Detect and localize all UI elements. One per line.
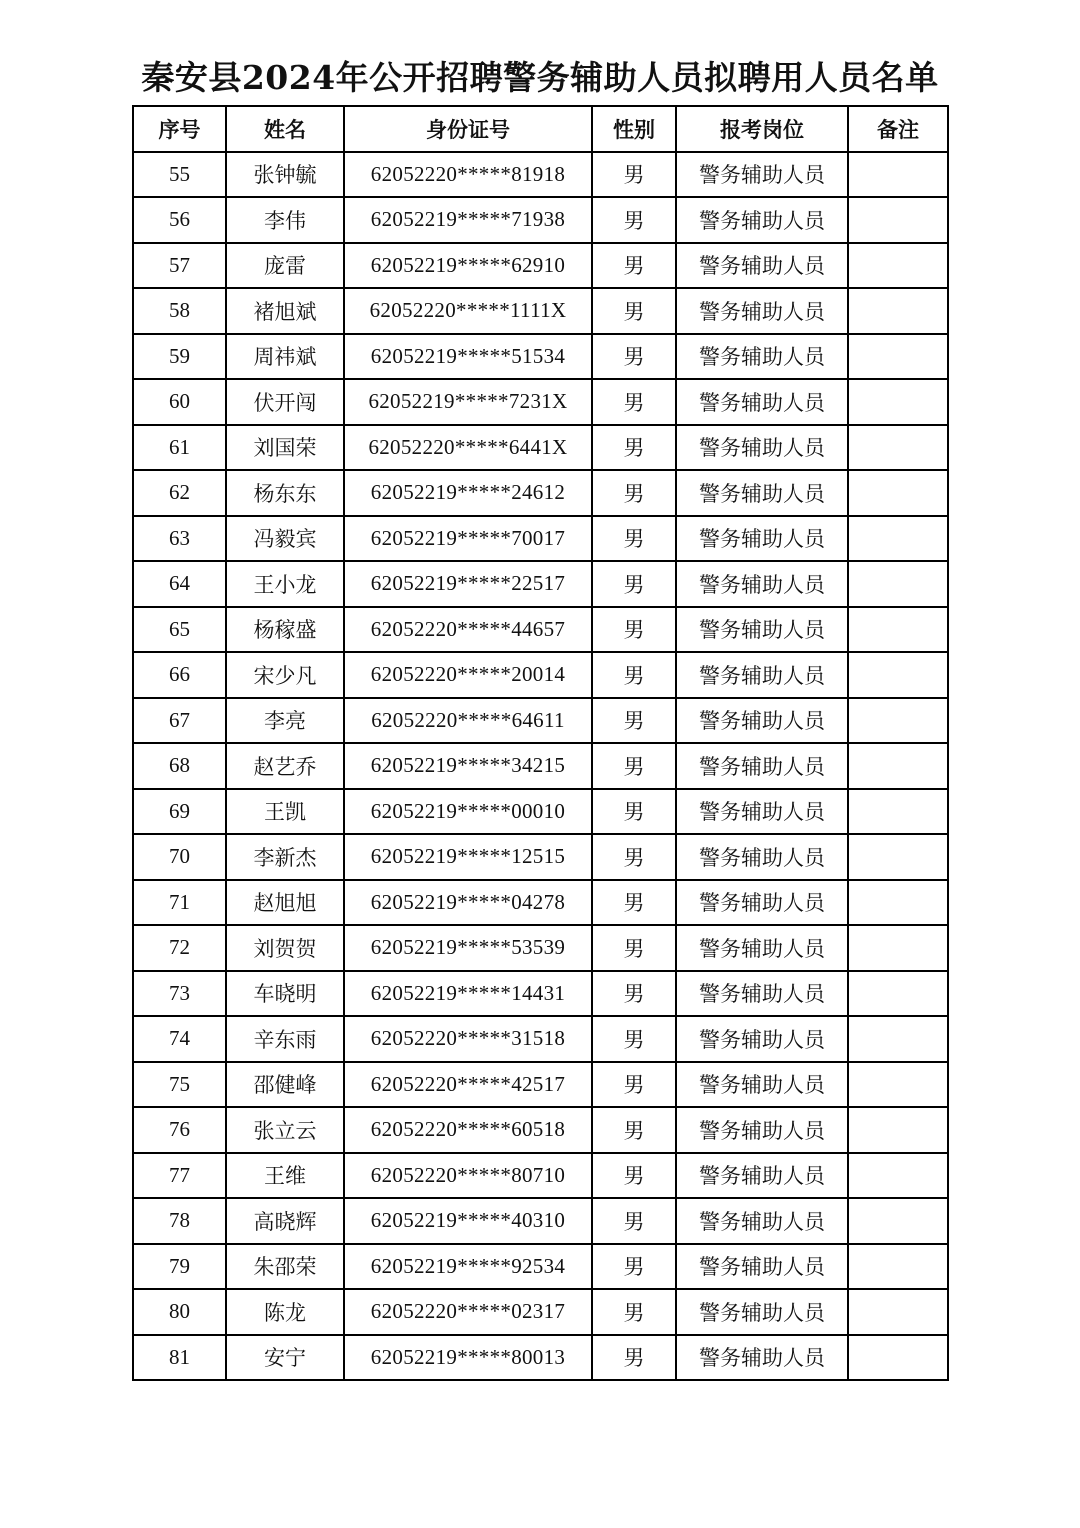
table-row (133, 516, 948, 562)
cell-seq: 69 (133, 789, 226, 835)
table-row (133, 698, 948, 744)
cell-position: 警务辅助人员 (676, 789, 848, 835)
cell-gender: 男 (592, 197, 676, 243)
cell-name: 张立云 (226, 1107, 344, 1153)
cell-id-number: 62052219*****7231X (344, 379, 592, 425)
table-row (133, 1107, 948, 1153)
cell-note (848, 1244, 948, 1290)
cell-name: 褚旭斌 (226, 288, 344, 334)
cell-note (848, 1107, 948, 1153)
table-body (133, 152, 948, 1381)
document-title: 秦安县2024年公开招聘警务辅助人员拟聘用人员名单 (141, 58, 939, 97)
cell-name: 赵旭旭 (226, 880, 344, 926)
cell-position: 警务辅助人员 (676, 925, 848, 971)
table-row (133, 880, 948, 926)
cell-gender: 男 (592, 470, 676, 516)
cell-gender: 男 (592, 880, 676, 926)
cell-note (848, 1198, 948, 1244)
cell-position: 警务辅助人员 (676, 971, 848, 1017)
cell-gender: 男 (592, 1289, 676, 1335)
header-position: 报考岗位 (676, 106, 848, 152)
cell-id-number: 62052219*****34215 (344, 743, 592, 789)
cell-id-number: 62052219*****40310 (344, 1198, 592, 1244)
cell-seq: 71 (133, 880, 226, 926)
cell-gender: 男 (592, 379, 676, 425)
cell-name: 朱邵荣 (226, 1244, 344, 1290)
cell-seq: 60 (133, 379, 226, 425)
table-row (133, 652, 948, 698)
cell-gender: 男 (592, 1062, 676, 1108)
cell-position: 警务辅助人员 (676, 1016, 848, 1062)
cell-gender: 男 (592, 561, 676, 607)
cell-note (848, 334, 948, 380)
cell-gender: 男 (592, 652, 676, 698)
cell-name: 辛东雨 (226, 1016, 344, 1062)
cell-position: 警务辅助人员 (676, 1335, 848, 1381)
cell-gender: 男 (592, 971, 676, 1017)
header-gender: 性别 (592, 106, 676, 152)
cell-seq: 81 (133, 1335, 226, 1381)
cell-name: 周祎斌 (226, 334, 344, 380)
cell-gender: 男 (592, 334, 676, 380)
header-name: 姓名 (226, 106, 344, 152)
table-row (133, 834, 948, 880)
cell-note (848, 1016, 948, 1062)
cell-seq: 58 (133, 288, 226, 334)
cell-note (848, 425, 948, 471)
table-row (133, 470, 948, 516)
cell-seq: 72 (133, 925, 226, 971)
cell-gender: 男 (592, 288, 676, 334)
table-row (133, 1335, 948, 1381)
cell-position: 警务辅助人员 (676, 652, 848, 698)
table-row (133, 197, 948, 243)
cell-name: 王维 (226, 1153, 344, 1199)
cell-gender: 男 (592, 1153, 676, 1199)
cell-note (848, 834, 948, 880)
table-row (133, 743, 948, 789)
cell-id-number: 62052220*****20014 (344, 652, 592, 698)
table-row (133, 243, 948, 289)
cell-position: 警务辅助人员 (676, 1062, 848, 1108)
cell-position: 警务辅助人员 (676, 743, 848, 789)
cell-name: 陈龙 (226, 1289, 344, 1335)
cell-seq: 80 (133, 1289, 226, 1335)
cell-seq: 59 (133, 334, 226, 380)
cell-note (848, 152, 948, 198)
cell-position: 警务辅助人员 (676, 607, 848, 653)
table-row (133, 1289, 948, 1335)
cell-id-number: 62052219*****92534 (344, 1244, 592, 1290)
cell-note (848, 880, 948, 926)
cell-id-number: 62052219*****70017 (344, 516, 592, 562)
cell-position: 警务辅助人员 (676, 1153, 848, 1199)
cell-seq: 56 (133, 197, 226, 243)
cell-name: 王凯 (226, 789, 344, 835)
cell-note (848, 698, 948, 744)
cell-seq: 73 (133, 971, 226, 1017)
cell-name: 高晓辉 (226, 1198, 344, 1244)
cell-note (848, 470, 948, 516)
cell-name: 刘贺贺 (226, 925, 344, 971)
cell-id-number: 62052219*****00010 (344, 789, 592, 835)
cell-note (848, 197, 948, 243)
cell-note (848, 789, 948, 835)
roster-table (132, 105, 949, 1381)
cell-seq: 77 (133, 1153, 226, 1199)
table-row (133, 1062, 948, 1108)
cell-seq: 70 (133, 834, 226, 880)
cell-note (848, 516, 948, 562)
cell-note (848, 1335, 948, 1381)
cell-position: 警务辅助人员 (676, 1289, 848, 1335)
cell-position: 警务辅助人员 (676, 425, 848, 471)
cell-position: 警务辅助人员 (676, 834, 848, 880)
cell-seq: 67 (133, 698, 226, 744)
cell-name: 伏开闯 (226, 379, 344, 425)
cell-id-number: 62052219*****51534 (344, 334, 592, 380)
cell-name: 杨稼盛 (226, 607, 344, 653)
table-row (133, 971, 948, 1017)
cell-id-number: 62052220*****64611 (344, 698, 592, 744)
cell-note (848, 743, 948, 789)
cell-id-number: 62052219*****22517 (344, 561, 592, 607)
cell-name: 冯毅宾 (226, 516, 344, 562)
cell-gender: 男 (592, 1244, 676, 1290)
cell-seq: 55 (133, 152, 226, 198)
table-row (133, 152, 948, 198)
cell-seq: 65 (133, 607, 226, 653)
cell-id-number: 62052219*****71938 (344, 197, 592, 243)
cell-position: 警务辅助人员 (676, 561, 848, 607)
cell-id-number: 62052220*****42517 (344, 1062, 592, 1108)
cell-id-number: 62052220*****1111X (344, 288, 592, 334)
cell-name: 杨东东 (226, 470, 344, 516)
cell-seq: 74 (133, 1016, 226, 1062)
cell-id-number: 62052220*****81918 (344, 152, 592, 198)
cell-position: 警务辅助人员 (676, 288, 848, 334)
cell-gender: 男 (592, 243, 676, 289)
cell-seq: 68 (133, 743, 226, 789)
cell-name: 邵健峰 (226, 1062, 344, 1108)
cell-gender: 男 (592, 698, 676, 744)
cell-position: 警务辅助人员 (676, 243, 848, 289)
table-row (133, 561, 948, 607)
cell-id-number: 62052219*****24612 (344, 470, 592, 516)
cell-note (848, 1153, 948, 1199)
cell-seq: 61 (133, 425, 226, 471)
cell-seq: 64 (133, 561, 226, 607)
cell-note (848, 1289, 948, 1335)
table-row (133, 1153, 948, 1199)
cell-name: 刘国荣 (226, 425, 344, 471)
header-seq: 序号 (133, 106, 226, 152)
cell-name: 张钟毓 (226, 152, 344, 198)
table-row (133, 925, 948, 971)
cell-id-number: 62052219*****53539 (344, 925, 592, 971)
cell-id-number: 62052219*****80013 (344, 1335, 592, 1381)
cell-position: 警务辅助人员 (676, 516, 848, 562)
header-note: 备注 (848, 106, 948, 152)
cell-seq: 62 (133, 470, 226, 516)
table-row (133, 379, 948, 425)
cell-id-number: 62052219*****14431 (344, 971, 592, 1017)
cell-name: 宋少凡 (226, 652, 344, 698)
cell-id-number: 62052219*****12515 (344, 834, 592, 880)
table-row (133, 334, 948, 380)
cell-gender: 男 (592, 1016, 676, 1062)
cell-note (848, 652, 948, 698)
cell-gender: 男 (592, 789, 676, 835)
cell-note (848, 1062, 948, 1108)
cell-position: 警务辅助人员 (676, 152, 848, 198)
table-row (133, 1244, 948, 1290)
cell-position: 警务辅助人员 (676, 698, 848, 744)
table-row (133, 789, 948, 835)
cell-id-number: 62052219*****62910 (344, 243, 592, 289)
cell-gender: 男 (592, 425, 676, 471)
cell-position: 警务辅助人员 (676, 470, 848, 516)
cell-id-number: 62052220*****80710 (344, 1153, 592, 1199)
table-row (133, 288, 948, 334)
cell-gender: 男 (592, 607, 676, 653)
cell-id-number: 62052220*****31518 (344, 1016, 592, 1062)
cell-gender: 男 (592, 743, 676, 789)
cell-position: 警务辅助人员 (676, 1107, 848, 1153)
cell-note (848, 971, 948, 1017)
cell-id-number: 62052220*****60518 (344, 1107, 592, 1153)
cell-gender: 男 (592, 834, 676, 880)
cell-note (848, 925, 948, 971)
cell-note (848, 561, 948, 607)
cell-name: 赵艺乔 (226, 743, 344, 789)
cell-name: 王小龙 (226, 561, 344, 607)
cell-note (848, 288, 948, 334)
cell-gender: 男 (592, 1198, 676, 1244)
table-row (133, 1016, 948, 1062)
cell-note (848, 379, 948, 425)
cell-seq: 75 (133, 1062, 226, 1108)
cell-name: 车晓明 (226, 971, 344, 1017)
table-row (133, 425, 948, 471)
cell-note (848, 243, 948, 289)
cell-note (848, 607, 948, 653)
cell-name: 李伟 (226, 197, 344, 243)
cell-seq: 78 (133, 1198, 226, 1244)
table-row (133, 1198, 948, 1244)
cell-seq: 79 (133, 1244, 226, 1290)
cell-gender: 男 (592, 516, 676, 562)
cell-gender: 男 (592, 152, 676, 198)
table-row (133, 607, 948, 653)
cell-seq: 57 (133, 243, 226, 289)
cell-seq: 66 (133, 652, 226, 698)
cell-gender: 男 (592, 1107, 676, 1153)
cell-position: 警务辅助人员 (676, 1198, 848, 1244)
cell-id-number: 62052219*****04278 (344, 880, 592, 926)
cell-position: 警务辅助人员 (676, 197, 848, 243)
cell-seq: 76 (133, 1107, 226, 1153)
cell-position: 警务辅助人员 (676, 1244, 848, 1290)
header-id-number: 身份证号 (344, 106, 592, 152)
cell-position: 警务辅助人员 (676, 880, 848, 926)
cell-position: 警务辅助人员 (676, 334, 848, 380)
cell-position: 警务辅助人员 (676, 379, 848, 425)
cell-name: 安宁 (226, 1335, 344, 1381)
cell-gender: 男 (592, 1335, 676, 1381)
cell-seq: 63 (133, 516, 226, 562)
cell-id-number: 62052220*****44657 (344, 607, 592, 653)
cell-name: 庞雷 (226, 243, 344, 289)
cell-id-number: 62052220*****02317 (344, 1289, 592, 1335)
cell-id-number: 62052220*****6441X (344, 425, 592, 471)
table-header-row (133, 106, 948, 152)
cell-name: 李亮 (226, 698, 344, 744)
cell-name: 李新杰 (226, 834, 344, 880)
cell-gender: 男 (592, 925, 676, 971)
